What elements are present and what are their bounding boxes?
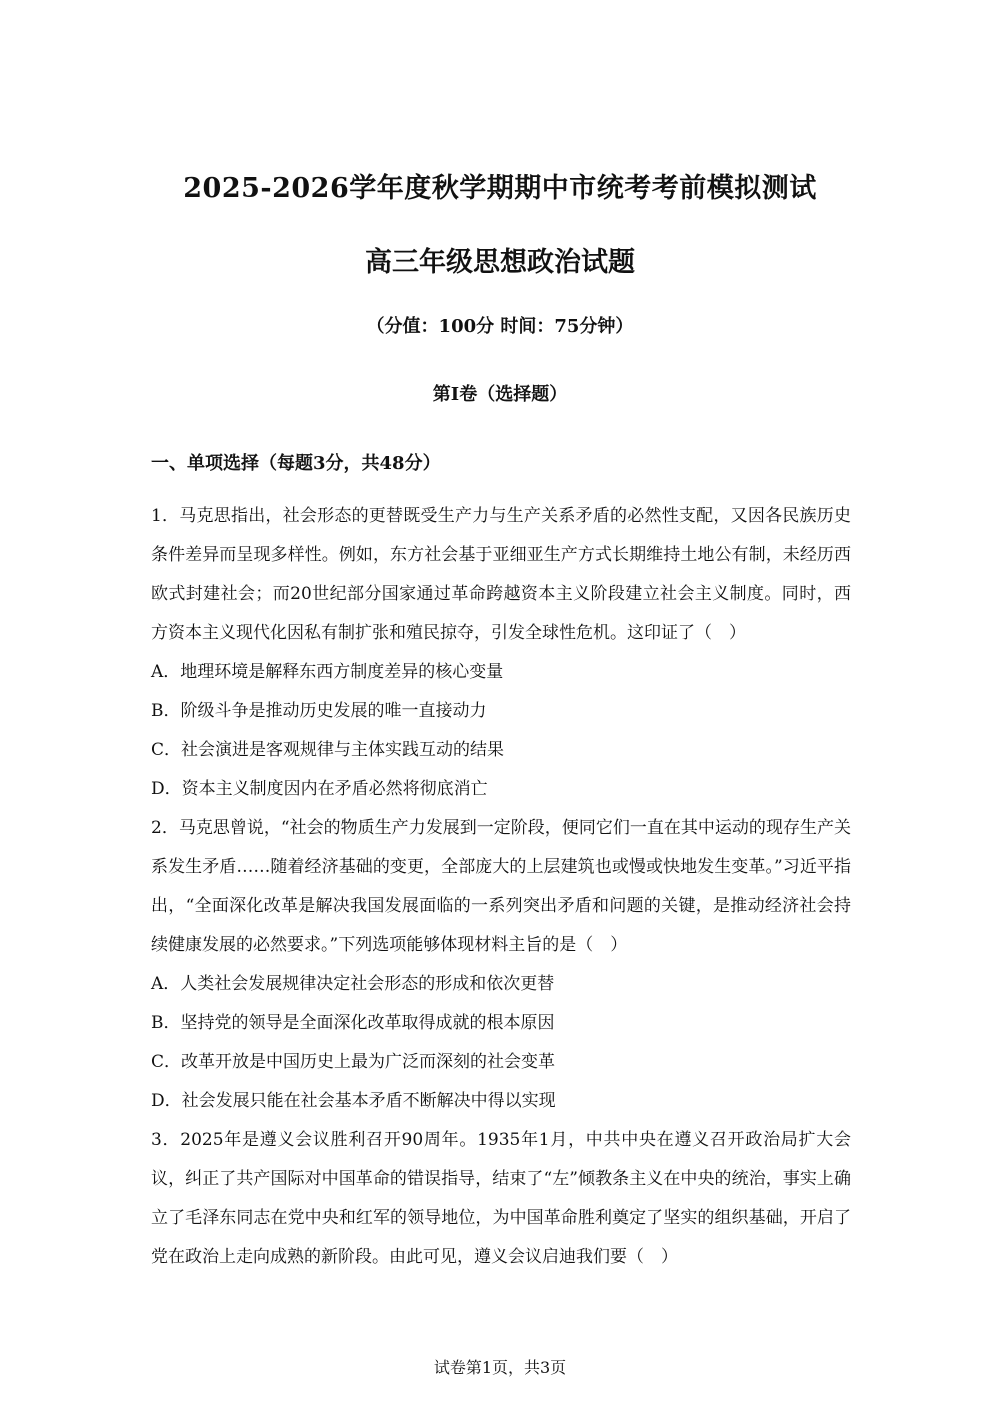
option-d: D．资本主义制度因内在矛盾必然将彻底消亡 <box>151 779 488 799</box>
option-b: B．阶级斗争是推动历史发展的唯一直接动力 <box>151 701 487 721</box>
option-a: A．人类社会发展规律决定社会形态的形成和依次更替 <box>151 974 555 994</box>
exam-title: 2025-2026学年度秋学期期中市统考考前模拟测试 <box>183 173 817 204</box>
part-heading: 一、单项选择（每题3分，共48分） <box>151 453 441 474</box>
questions-body <box>151 497 851 1277</box>
option-a: A．地理环境是解释东西方制度差异的核心变量 <box>151 662 504 682</box>
exam-subject-title: 高三年级思想政治试题 <box>365 247 635 278</box>
option-b: B．坚持党的领导是全面深化改革取得成就的根本原因 <box>151 1013 555 1033</box>
option-c: C．改革开放是中国历史上最为广泛而深刻的社会变革 <box>151 1052 556 1072</box>
score-time-info: （分值：100分 时间：75分钟） <box>366 316 634 337</box>
question-stem: 3．2025年是遵义会议胜利召开90周年。1935年1月，中共中央在遵义召开政治局扩大会议，纠正了共产国际对中国革命的错误指导，结束了“左”倾教条主义在中央的统治，事实上确立了毛泽东同志在党中央和红军的领导地位，为中国革命胜利奠定了坚实的组织基础，开启了党在政治上走向成熟的新阶段。由此可见，遵义会议启迪我们要（ ） <box>151 1130 851 1267</box>
option-c: C．社会演进是客观规律与主体实践互动的结果 <box>151 740 505 760</box>
volume-heading: 第I卷（选择题） <box>432 384 568 405</box>
question-1 <box>151 497 851 809</box>
page-footer: 试卷第1页，共3页 <box>433 1358 567 1377</box>
question-stem: 1．马克思指出，社会形态的更替既受生产力与生产关系矛盾的必然性支配，又因各民族历史条件差异而呈现多样性。例如，东方社会基于亚细亚生产方式长期维持土地公有制，未经历西欧式封建社会；而20世纪部分国家通过革命跨越资本主义阶段建立社会主义制度。同时，西方资本主义现代化因私有制扩张和殖民掠夺，引发全球性危机。这印证了（ ） <box>151 506 851 643</box>
question-stem: 2．马克思曾说，“社会的物质生产力发展到一定阶段，便同它们一直在其中运动的现存生产关系发生矛盾……随着经济基础的变更，全部庞大的上层建筑也或慢或快地发生变革。”习近平指出，“全面深化改革是解决我国发展面临的一系列突出矛盾和问题的关键，是推动经济社会持续健康发展的必然要求。”下列选项能够体现材料主旨的是（ ） <box>151 818 851 955</box>
question-3 <box>151 1121 851 1277</box>
question-2 <box>151 809 851 1121</box>
option-d: D．社会发展只能在社会基本矛盾不断解决中得以实现 <box>151 1091 556 1111</box>
